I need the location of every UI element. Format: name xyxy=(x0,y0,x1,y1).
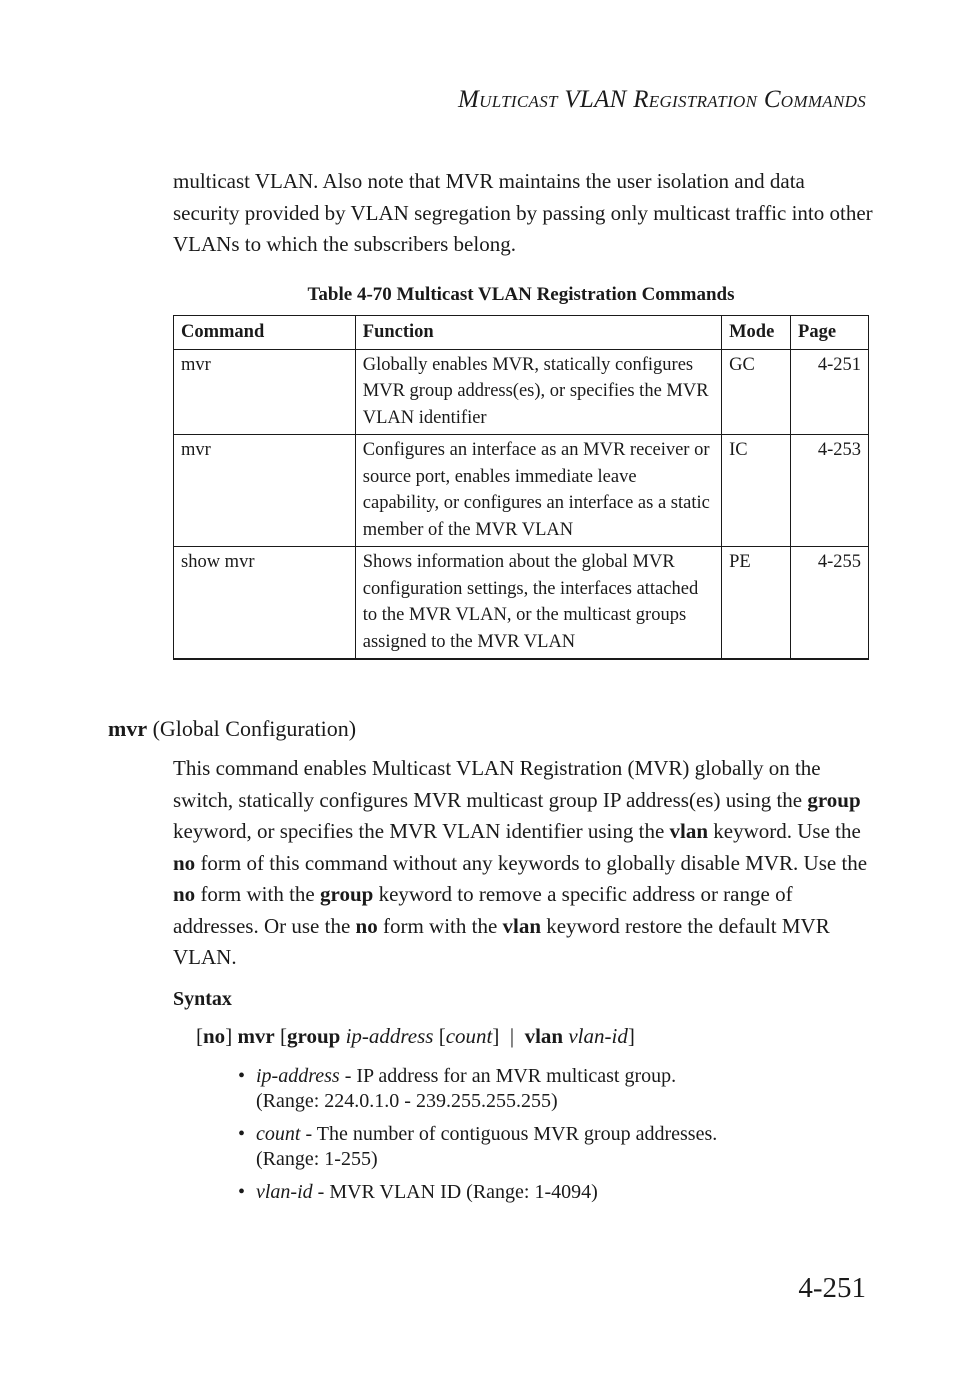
desc-text: form of this command without any keywords to globally disable MVR. Use the xyxy=(195,850,868,875)
cell-function: Shows information about the global MVR configuration settings, the interfaces attached to the MVR VLAN, or the multicast groups assigned to the MVR VLAN xyxy=(355,547,721,660)
section-qualifier: (Global Configuration) xyxy=(147,716,357,741)
param-range: (Range: 224.0.1.0 - 239.255.255.255) xyxy=(256,1090,558,1112)
table-caption: Table 4-70 Multicast VLAN Registration Commands xyxy=(307,284,735,305)
running-head-ommands: OMMANDS xyxy=(780,92,866,111)
cell-page: 4-251 xyxy=(791,349,869,435)
cell-command: mvr xyxy=(174,349,356,435)
keyword-group: group xyxy=(320,882,374,906)
cell-mode: IC xyxy=(722,435,791,547)
running-head-c: C xyxy=(763,86,781,113)
param-name: ip-address xyxy=(256,1065,340,1087)
running-head-ulticast: ULTICAST xyxy=(479,92,558,111)
keyword-no: no xyxy=(173,850,196,875)
syntax-label: Syntax xyxy=(173,988,232,1010)
param-desc: - MVR VLAN ID (Range: 1-4094) xyxy=(312,1181,598,1203)
table-row xyxy=(174,435,869,547)
keyword-no: no xyxy=(173,882,196,906)
parameter-list xyxy=(238,1064,858,1213)
list-item xyxy=(238,1122,858,1172)
syntax-mvr: mvr xyxy=(237,1024,275,1048)
syntax-no: no xyxy=(203,1024,226,1048)
desc-text: keyword. Use the xyxy=(708,819,861,843)
syntax-vlan: vlan xyxy=(524,1024,564,1048)
param-desc: - The number of contiguous MVR group addresses. xyxy=(300,1123,718,1145)
syntax-line: [no] mvr [group ip-address [count] | vlan vlan-id] xyxy=(196,1024,635,1048)
cell-command: show mvr xyxy=(174,547,356,660)
commands-table xyxy=(173,315,869,660)
cell-command: mvr xyxy=(174,435,356,547)
keyword-vlan: vlan xyxy=(669,819,709,843)
param-range: (Range: 1-255) xyxy=(256,1148,378,1170)
running-head-m: M xyxy=(458,86,480,113)
syntax-ip-address: ip-address xyxy=(345,1024,434,1048)
header-mode: Mode xyxy=(722,316,791,350)
cell-mode: GC xyxy=(722,349,791,435)
section-command: mvr xyxy=(108,716,148,741)
cell-function: Globally enables MVR, statically configures MVR group address(es), or specifies the MVR VLAN identifier xyxy=(355,349,721,435)
running-head xyxy=(458,86,866,114)
list-item xyxy=(238,1064,858,1114)
param-name: vlan-id xyxy=(256,1181,313,1203)
bullet-icon: • xyxy=(238,1181,246,1203)
keyword-no: no xyxy=(355,913,378,938)
table-header-row xyxy=(174,316,869,350)
list-item xyxy=(238,1180,858,1205)
running-head-egistration: EGISTRATION xyxy=(648,92,758,111)
cell-function: Configures an interface as an MVR receiver or source port, enables immediate leave capability, or configures an interface as a static member of the MVR VLAN xyxy=(355,435,721,547)
desc-text: form with the xyxy=(377,913,503,938)
table-row xyxy=(174,349,869,435)
bullet-icon: • xyxy=(238,1065,246,1087)
desc-text: keyword, or specifies the MVR VLAN identifier using the xyxy=(173,819,670,843)
desc-text: This command enables Multicast VLAN Registration (MVR) globally on the switch, statically configures MVR multicast group IP address(es) using the xyxy=(173,756,821,812)
description-paragraph xyxy=(173,753,873,974)
desc-text: keyword restore the default MVR VLAN. xyxy=(173,913,830,969)
keyword-vlan: vlan xyxy=(502,913,542,938)
running-head-vlan: VLAN xyxy=(564,86,627,113)
header-page: Page xyxy=(791,316,869,350)
syntax-count: count xyxy=(445,1024,493,1048)
running-head-r: R xyxy=(633,86,649,113)
cell-page: 4-253 xyxy=(791,435,869,547)
keyword-group: group xyxy=(807,787,861,812)
header-function: Function xyxy=(355,316,721,350)
bullet-icon: • xyxy=(238,1123,246,1145)
desc-text: keyword to remove a specific address or range of addresses. Or use the xyxy=(173,882,793,938)
syntax-group: group xyxy=(287,1024,341,1048)
desc-text: form with the xyxy=(195,882,320,906)
cell-mode: PE xyxy=(722,547,791,660)
param-name: count xyxy=(256,1123,301,1145)
header-command: Command xyxy=(174,316,356,350)
section-heading xyxy=(108,716,356,742)
param-desc: - IP address for an MVR multicast group. xyxy=(339,1065,677,1087)
syntax-vlan-id: vlan-id xyxy=(568,1024,628,1048)
page-number: 4-251 xyxy=(798,1272,866,1304)
table-row xyxy=(174,547,869,660)
cell-page: 4-255 xyxy=(791,547,869,660)
intro-paragraph: multicast VLAN. Also note that MVR maintains the user isolation and data security provided by VLAN segregation by passing only multicast traffic into other VLANs to which the subscribers belong. xyxy=(173,169,873,256)
